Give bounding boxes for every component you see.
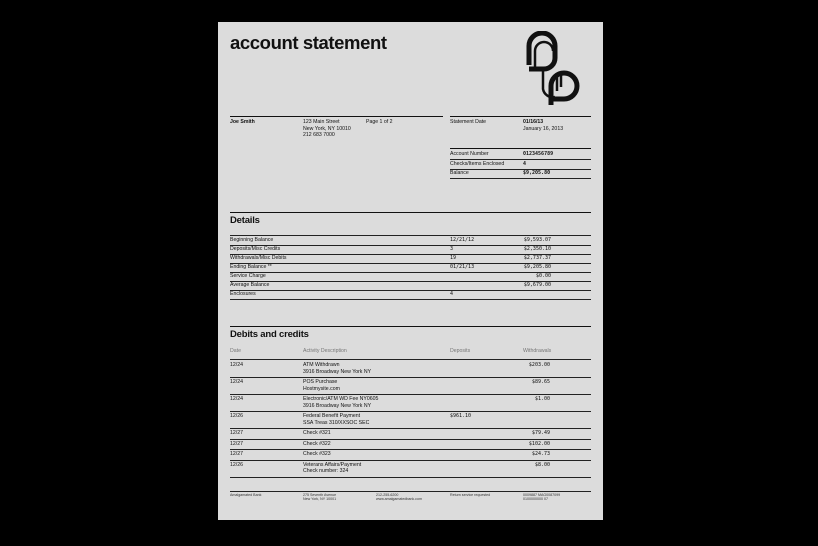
details-row-label: Ending Balance **	[230, 264, 272, 270]
row-divider	[230, 394, 591, 395]
transaction-date: 12/27	[230, 440, 243, 447]
debits-heading: Debits and credits	[230, 329, 309, 340]
divider	[230, 359, 591, 360]
customer-address: 123 Main Street New York, NY 10010 212 683 7000	[303, 119, 351, 139]
transaction-withdrawal: $203.00	[528, 362, 550, 368]
details-row-date: 3	[450, 246, 454, 252]
row-divider	[230, 299, 591, 300]
transaction-date: 12/26	[230, 461, 243, 468]
transaction-date: 12/24	[230, 379, 243, 385]
details-row-label: Enclosures	[230, 291, 256, 297]
details-row-label: Service Charge	[230, 273, 266, 279]
statement-date: 01/16/13 January 16, 2013	[523, 119, 564, 132]
details-heading: Details	[230, 215, 260, 226]
page-title: account statement	[230, 32, 387, 53]
divider	[230, 116, 443, 117]
transaction-date: 12/27	[230, 451, 243, 457]
details-row-label: Withdrawals/Misc Debits	[230, 255, 287, 261]
footer-contact: 212-255-6200 www.amalgamatedbank.com	[376, 493, 422, 502]
divider	[230, 326, 591, 327]
row-divider	[230, 411, 591, 412]
transaction-withdrawal: $102.00	[528, 440, 550, 447]
row-divider	[450, 169, 591, 170]
statement-date-label: Statement Date	[450, 119, 487, 125]
transaction-date: 12/24	[230, 396, 243, 402]
row-divider	[230, 377, 591, 378]
customer-name: Joe Smith	[230, 119, 255, 125]
divider	[450, 116, 591, 117]
divider	[230, 212, 591, 213]
transaction-withdrawal: $1.00	[534, 396, 550, 402]
details-row-date: 19	[450, 255, 457, 261]
row-divider	[230, 290, 591, 291]
details-row-label: Deposits/Misc Credits	[230, 246, 281, 252]
transaction-description: Veterans Affairs/Payment Check number: 324	[303, 461, 362, 475]
page-number: Page 1 of 2	[366, 119, 393, 125]
transaction-withdrawal: $24.73	[531, 451, 550, 457]
footer-bank: Amalgamated Bank	[230, 493, 262, 497]
footer-address: 275 Seventh Avenue New York, NY 10001	[303, 493, 337, 502]
divider	[230, 491, 591, 492]
col-date: Date	[230, 348, 241, 354]
details-row-amount: $2,350.10	[523, 246, 551, 252]
account-row-value: 4	[523, 160, 527, 167]
details-row-date: 01/21/13	[450, 264, 475, 270]
divider	[230, 235, 591, 236]
transaction-date: 12/24	[230, 362, 243, 368]
transaction-description: ATM Withdrawn 3916 Broadway New York NY	[303, 362, 372, 375]
row-divider	[230, 460, 591, 461]
details-row-amount: $9,679.00	[523, 282, 551, 288]
account-row-value: $9,205.80	[523, 170, 551, 176]
details-row-date: 4	[450, 291, 454, 297]
details-row-amount: $9,205.80	[523, 264, 551, 270]
transaction-withdrawal: $89.65	[531, 379, 550, 385]
transaction-description: Check #323	[303, 451, 331, 457]
statement-page	[218, 22, 603, 520]
transaction-withdrawal: $8.00	[534, 461, 550, 468]
row-divider	[230, 428, 591, 429]
details-row-amount: $2,737.37	[523, 255, 551, 261]
footer-note: Return service requested	[450, 493, 491, 497]
transaction-deposit: $961.10	[450, 413, 472, 419]
account-row-label: Checks/Items Enclosed	[450, 160, 505, 167]
transaction-description: POS Purchase Hostmysite.com	[303, 379, 340, 392]
row-divider	[230, 477, 591, 478]
bank-logo-icon	[521, 31, 593, 107]
row-divider	[230, 449, 591, 450]
details-row-amount: $0.00	[535, 273, 551, 279]
transaction-description: Federal Benefit Payment SSA Treas 310/XXSOC SEC	[303, 413, 370, 426]
col-deposits: Deposits	[450, 348, 471, 354]
divider	[450, 148, 591, 149]
account-row-label: Account Number	[450, 151, 489, 157]
transaction-description: Electronic/ATM WD Fee NY0605 3916 Broadway New York NY	[303, 396, 379, 409]
row-divider	[450, 178, 591, 179]
row-divider	[230, 439, 591, 440]
details-row-label: Average Balance	[230, 282, 270, 288]
transaction-withdrawal: $79.49	[531, 430, 550, 436]
details-row-amount: $9,593.07	[523, 237, 551, 243]
details-row-date: 12/21/12	[450, 237, 475, 243]
col-withdrawals: Withdrawals	[523, 348, 552, 354]
transaction-description: Check #322	[303, 440, 331, 447]
transaction-date: 12/26	[230, 413, 243, 419]
account-row-label: Balance	[450, 170, 469, 176]
footer-codes: 0009887 MAG0087099 0100000000 07	[523, 493, 561, 502]
details-row-label: Beginning Balance	[230, 237, 274, 243]
account-row-value: 0123456789	[523, 151, 554, 157]
transaction-description: Check #321	[303, 430, 331, 436]
col-description: Activity Description	[303, 348, 347, 354]
transaction-date: 12/27	[230, 430, 243, 436]
